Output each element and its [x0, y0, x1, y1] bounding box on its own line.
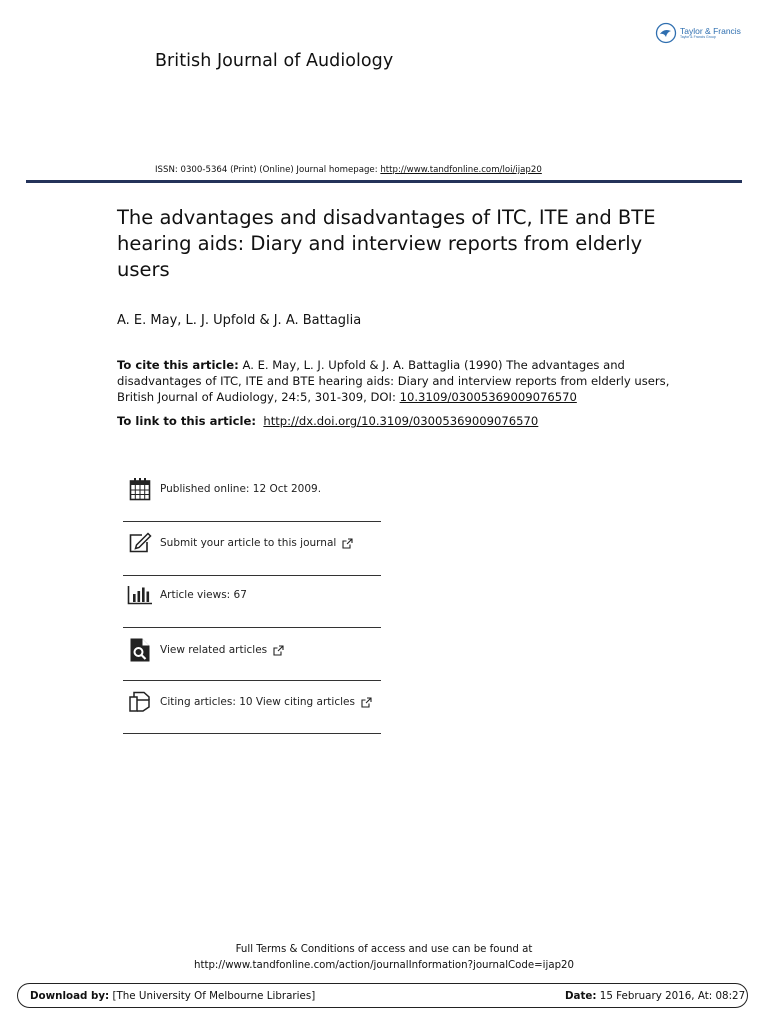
calendar-icon — [127, 476, 153, 502]
download-date — [565, 990, 745, 1002]
journal-title: British Journal of Audiology — [155, 51, 394, 71]
search-document-icon — [127, 637, 153, 663]
citing-articles-link[interactable]: Citing articles: 10 View citing articles — [160, 696, 355, 708]
citing-articles-row[interactable] — [123, 687, 381, 717]
article-title: The advantages and disadvantages of ITC, ITE and BTE hearing aids: Diary and interview reports from elderly users — [117, 206, 656, 281]
divider — [123, 733, 381, 734]
issn-text: ISSN: 0300-5364 (Print) (Online) Journal homepage: — [155, 165, 381, 175]
terms-conditions — [0, 942, 768, 974]
related-articles-row[interactable] — [123, 635, 381, 665]
edit-icon — [127, 530, 153, 556]
publisher-name: Taylor & Francis — [680, 25, 741, 36]
submit-article-row[interactable] — [123, 528, 381, 558]
published-online-row — [123, 474, 381, 504]
issn-line — [155, 165, 542, 175]
citation-text: A. E. May, L. J. Upfold & J. A. Battaglia (1990) The advantages and disadvantages of ITC, ITE and BTE hearing aids: Diary and interview reports from elderly users, British Journal of Audiology, 24:5, 301-309, DOI: — [117, 358, 670, 404]
external-link-icon — [342, 538, 353, 549]
download-by-label: Download by: — [30, 990, 110, 1002]
citation-doi-link[interactable]: 10.3109/03005369009076570 — [399, 389, 577, 404]
external-link-icon — [361, 697, 372, 708]
divider — [123, 680, 381, 681]
article-authors: A. E. May, L. J. Upfold & J. A. Battaglia — [117, 313, 362, 328]
submit-article-link[interactable]: Submit your article to this journal — [160, 537, 337, 549]
article-views-text: Article views: 67 — [160, 589, 247, 601]
publisher-logo[interactable] — [655, 22, 741, 44]
download-by-value: [The University Of Melbourne Libraries] — [109, 990, 316, 1002]
download-by — [30, 990, 315, 1002]
terms-url-link[interactable]: http://www.tandfonline.com/action/journalInformation?journalCode=ijap20 — [194, 960, 574, 971]
published-online-text: Published online: 12 Oct 2009. — [160, 483, 322, 495]
terms-line: Full Terms & Conditions of access and use can be found at — [235, 944, 533, 955]
citing-articles-icon — [127, 689, 153, 715]
journal-homepage-link[interactable]: http://www.tandfonline.com/loi/ijap20 — [380, 165, 542, 175]
divider — [123, 521, 381, 522]
taylor-francis-logo-icon — [655, 22, 677, 44]
citation-label: To cite this article: — [117, 358, 239, 372]
external-link-icon — [273, 645, 284, 656]
download-date-value: 15 February 2016, At: 08:27 — [596, 990, 746, 1002]
divider — [123, 627, 381, 628]
article-doi-url-link[interactable]: http://dx.doi.org/10.3109/03005369009076570 — [263, 414, 539, 428]
citation-block — [117, 358, 677, 406]
related-articles-link[interactable]: View related articles — [160, 644, 268, 656]
publisher-group: Taylor & Francis Group — [680, 35, 716, 39]
header-rule — [26, 180, 742, 183]
download-date-label: Date: — [565, 990, 597, 1002]
article-views-row — [123, 580, 381, 610]
divider — [123, 575, 381, 576]
article-link-line — [117, 414, 538, 428]
link-label: To link to this article: — [117, 414, 256, 428]
bar-chart-icon — [127, 582, 153, 608]
